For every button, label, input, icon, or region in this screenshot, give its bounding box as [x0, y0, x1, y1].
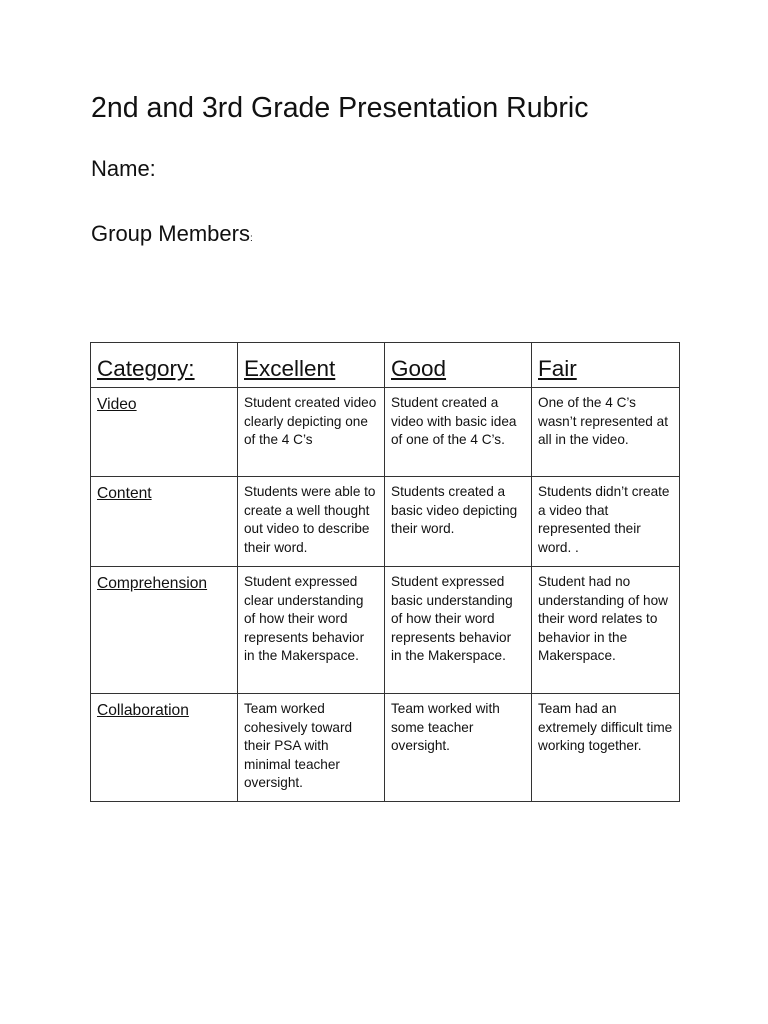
rubric-row-content	[91, 477, 680, 567]
good-cell: Students created a basic video depicting their word.	[385, 477, 532, 567]
excellent-cell: Student expressed clear understanding of how their word represents behavior in the Makerspace.	[238, 567, 385, 694]
category-cell: Content	[91, 477, 238, 567]
good-cell: Student created a video with basic idea of one of the 4 C’s.	[385, 388, 532, 477]
page-title: 2nd and 3rd Grade Presentation Rubric	[91, 92, 589, 124]
group-members-label	[91, 221, 253, 247]
group-members-colon: :	[249, 233, 253, 244]
category-cell: Video	[91, 388, 238, 477]
rubric-table	[90, 342, 680, 802]
name-label: Name:	[91, 156, 156, 181]
category-cell: Collaboration	[91, 694, 238, 802]
header-excellent: Excellent	[238, 343, 385, 388]
good-cell: Team worked with some teacher oversight.	[385, 694, 532, 802]
header-category: Category:	[91, 343, 238, 388]
group-members-text: Group Members	[91, 221, 250, 246]
fair-cell: Student had no understanding of how their word relates to behavior in the Makerspace.	[532, 567, 680, 694]
rubric-row-collaboration	[91, 694, 680, 802]
fair-cell: Team had an extremely difficult time working together.	[532, 694, 680, 802]
header-fair: Fair	[532, 343, 680, 388]
excellent-cell: Students were able to create a well thought out video to describe their word.	[238, 477, 385, 567]
rubric-row-comprehension	[91, 567, 680, 694]
fair-cell: One of the 4 C’s wasn’t represented at all in the video.	[532, 388, 680, 477]
excellent-cell: Student created video clearly depicting one of the 4 C’s	[238, 388, 385, 477]
good-cell: Student expressed basic understanding of how their word represents behavior in the Makerspace.	[385, 567, 532, 694]
category-cell: Comprehension	[91, 567, 238, 694]
rubric-row-video	[91, 388, 680, 477]
rubric-header-row	[91, 343, 680, 388]
fair-cell: Students didn’t create a video that represented their word. .	[532, 477, 680, 567]
header-good: Good	[385, 343, 532, 388]
excellent-cell: Team worked cohesively toward their PSA with minimal teacher oversight.	[238, 694, 385, 802]
